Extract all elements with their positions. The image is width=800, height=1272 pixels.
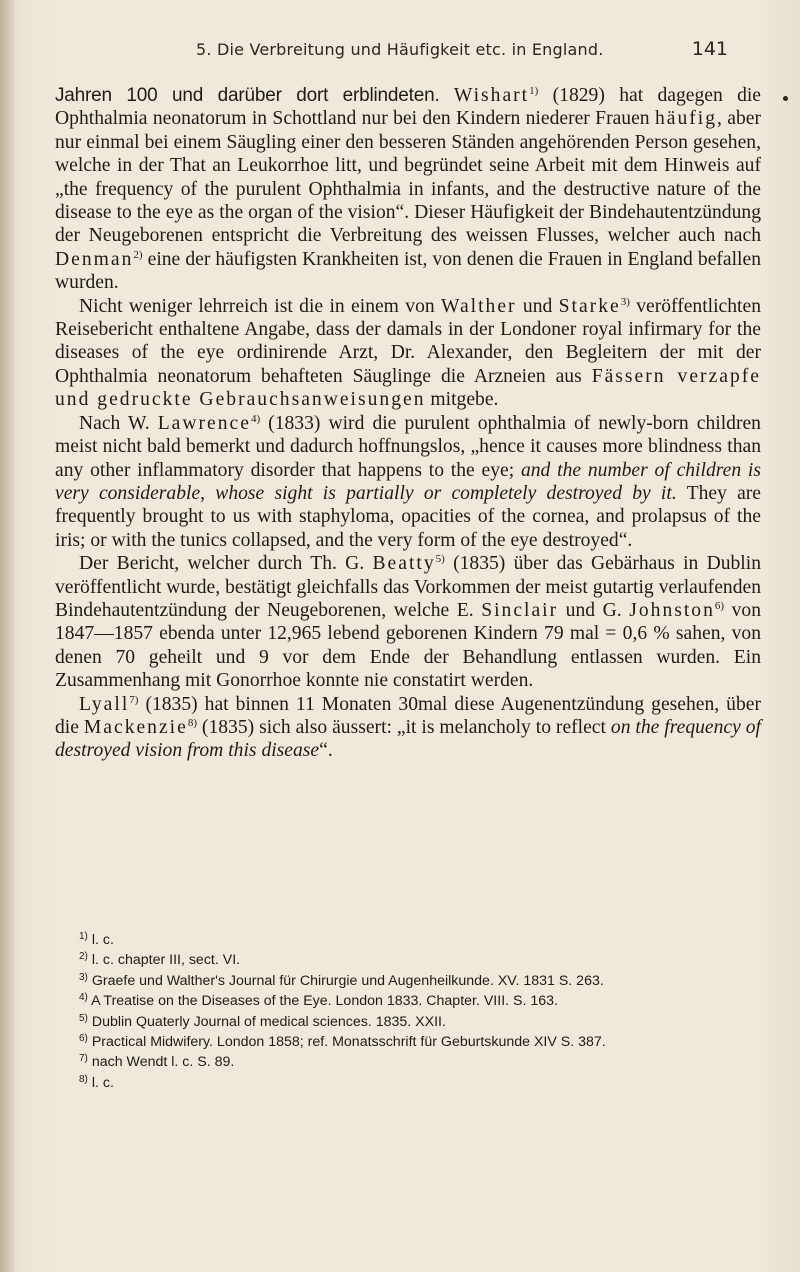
footnote-ref: 1)	[529, 85, 539, 97]
text-run: , aber nur einmal bei einem Säugling einer den besseren Ständen angehörenden Person gesehen, welche in der That an Leukorrhoe litt, und begründet seine Arbeit mit dem Hinweis auf „the frequency of the purulent Ophthalmia in infants, and the destructive nature of the disease to the eye as the organ of the vision“. Dieser Häufigkeit der Bindehautentzündung der Neugeborenen entspricht die Verbreitung des weissen Flusses, welcher auch nach	[55, 108, 761, 247]
text-run: von 1847—1857 ebenda unter 12,965 lebend geborenen Kindern 79 mal = 0,6 % sahen, von denen 70 geheilt und 9 vor dem Ende der Behandlung entlassen wurden. Ein Zusammenhang mit Gonorrhoe konnte nie constatirt werden.	[55, 599, 762, 692]
footnote-ref: 6)	[714, 599, 725, 612]
paragraph-1	[55, 84, 761, 295]
footnote	[55, 1052, 761, 1072]
margin-mark	[783, 96, 788, 101]
text-run: Nach W.	[79, 412, 158, 434]
footnote-mark: 1)	[79, 931, 88, 942]
emphasis-spaced: häufig	[654, 108, 718, 130]
footnote-ref: 2)	[133, 248, 143, 261]
paragraph-3	[55, 412, 761, 552]
footnote	[55, 950, 761, 970]
page-number: 141	[691, 38, 728, 60]
running-head	[158, 38, 758, 68]
footnote-text: Practical Midwifery. London 1858; ref. Monatsschrift für Geburtskunde XIV S. 387.	[87, 1034, 606, 1051]
footnote	[55, 1012, 761, 1032]
footnote	[55, 930, 761, 950]
text-run: (1829) hat dagegen die Ophthalmia neonatorum in Schottland nur bei den Kindern niederer Frauen	[55, 85, 762, 130]
footnote-ref: 4)	[250, 412, 261, 425]
author-name: Sinclair	[481, 599, 559, 621]
footnote-text: Graefe und Walther's Journal für Chirurgie und Augenheilkunde. XV. 1831 S. 263.	[87, 972, 604, 989]
author-name: Starke	[558, 295, 621, 317]
footnote	[55, 1032, 761, 1052]
author-name: Beatty	[372, 553, 436, 575]
footnote-mark: 5)	[79, 1012, 88, 1024]
main-text	[55, 84, 761, 763]
text-run: eine der häufigsten Krankheiten ist, von denen die Frauen in England befallen wurden.	[55, 248, 761, 294]
footnote-text: nach Wendt l. c. S. 89.	[87, 1054, 235, 1071]
footnote-text: l. c. chapter III, sect. VI.	[87, 952, 241, 969]
paragraph-lead: Jahren 100 und darüber dort erblindeten.	[55, 85, 440, 106]
text-run: (1833) wird die purulent ophthalmia of newly-born children meist nicht bald bemerkt und dadurch hoffnungslos, „hence it causes more blindness than any other inflammatory disorder that happens to the eye;	[55, 412, 761, 481]
text-run: “.	[319, 740, 333, 762]
text-run	[440, 85, 454, 106]
text-run: They are frequently brought to us with staphyloma, opacities of the cornea, and prolapsus of the iris; or with the tunics collapsed, and the very form of the eye destroyed“.	[55, 482, 762, 551]
footnote-ref: 5)	[435, 553, 445, 566]
text-run: Nicht weniger lehrreich ist die in einem von	[79, 295, 442, 317]
footnotes	[55, 930, 761, 1093]
paragraph-4	[55, 552, 761, 692]
paragraph-5	[55, 693, 761, 763]
author-name: Lyall	[79, 693, 130, 715]
text-run: Der Bericht, welcher durch Th. G.	[79, 553, 373, 575]
footnote-mark: 2)	[79, 951, 88, 963]
footnote-mark: 4)	[79, 992, 88, 1004]
footnote-ref: 7)	[129, 693, 139, 706]
footnote-ref: 3)	[620, 295, 630, 308]
page-gutter	[0, 0, 14, 1272]
footnote-mark: 6)	[79, 1033, 88, 1045]
footnote	[55, 1073, 761, 1093]
paragraph-2	[55, 295, 761, 412]
text-run: (1835) hat binnen 11 Monaten 30mal diese Augenentzündung gesehen, über die	[55, 693, 761, 738]
text-run: (1835) über das Gebärhaus in Dublin veröffentlicht wurde, bestätigt gleichfalls das Vorkommen der meist gutartig verlaufenden Bindehautentzündung der Neugeborenen, welche E.	[55, 553, 761, 621]
author-name: Denman	[55, 248, 134, 270]
text-run: und	[516, 295, 559, 317]
footnote-text: l. c.	[87, 932, 114, 948]
footnote-mark: 3)	[79, 971, 88, 983]
emphasis-spaced: Fässern verzapfe und gedruckte Gebrauchsanweisungen	[55, 365, 761, 411]
footnote	[55, 991, 761, 1011]
author-name: Lawrence	[157, 412, 251, 434]
author-name: Wishart	[453, 85, 530, 106]
footnote-ref: 8)	[187, 716, 197, 729]
footnote-mark: 7)	[79, 1053, 88, 1065]
author-name: Johnston	[629, 599, 715, 621]
author-name: Mackenzie	[83, 716, 188, 738]
footnote-text: A Treatise on the Diseases of the Eye. London 1833. Chapter. VIII. S. 163.	[87, 993, 558, 1010]
text-run: veröffentlichten Reisebericht enthaltene Angabe, dass der damals in der Londoner royal infirmary for the diseases of the eye ordinirende Arzt, Dr. Alexander, den Begleitern der mit der Ophthalmia neonatorum behafteten Säuglinge die Arzneien aus	[55, 295, 761, 387]
footnote-mark: 8)	[79, 1073, 88, 1085]
italic-quote: on the frequency of destroyed vision from this disease	[55, 716, 761, 762]
text-run: mitgebe.	[425, 389, 499, 411]
running-head-title: 5. Die Verbreitung und Häufigkeit etc. in England.	[196, 40, 604, 59]
footnote	[55, 971, 761, 991]
author-name: Walther	[441, 295, 517, 317]
text-run: und G.	[558, 599, 630, 621]
text-run: (1835) sich also äussert: „it is melancholy to reflect	[197, 716, 611, 738]
italic-quote: and the number of children is very considerable, whose sight is partially or completely destroyed by it.	[55, 459, 761, 504]
footnote-text: Dublin Quaterly Journal of medical sciences. 1835. XXII.	[87, 1013, 446, 1030]
footnote-text: l. c.	[87, 1074, 114, 1091]
